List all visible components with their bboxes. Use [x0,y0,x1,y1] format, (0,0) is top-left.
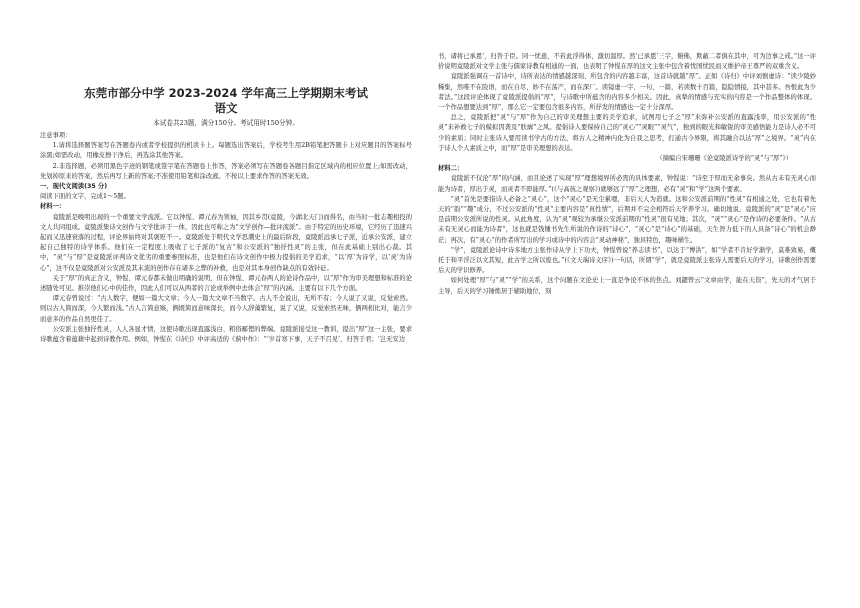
material-1-paragraph-5: 书，诸将已承恩’，归咎于臣。同一忧患，不若此浮得体，激切温厚。然‘已承恩’三字，俯佛，欺蔽二者俱在其中，可为边事之戒。”这一评价说明竟陵派对文学主张与儒家诗教有相通的一面，也表明了钟惺在厚的这文主张中包含着忧国忧民而又维护帝王尊严的双重含义。 [438,53,816,71]
material-1-paragraph-7: 总之，竟陵派把“灵”与“厚”作为自己的审美理想主要的美学追求，试图用七子之“厚”来弥补公安派的直露浅率，用公安派的“性灵”来补救七子的模拟因袭及“肤廓”之风。提倡诗人要保持自己的“灵心”“灵眼”“灵气”，独到的眼光和敏锐的审美感悟能力是诗人必不可少的素质；同时主张诗人要用读书学古的方法，将古人之精神内化为自我之思考，打通古今界限，将其融合以达“厚”之境界。“灵”内在于诗人个人素质之中，而“厚”是审美理想的表达。 [438,114,816,152]
material-1-paragraph-1: 竟陵派是晚明出现的一个重要文学流派。它以钟惺、谭元春为领袖，因其乡贯(竟陵，今湖北天门)而得名，由当时一批志趣相投的文人共同组成。竟陵派集诗文创作与文学批评于一体，因此也可称之为“文学创作—批评流派”。由于特定的历史环境，它经历了迅速兴起而又迅速衰落的过程，评论界始终对其褒贬不一。竟陵派处于明代文学思潮史上的最后阶段，竟陵派远承七子派，近承公安派，建立起自己独特的诗学体系。他们在一定程度上吸收了七子派的“复古”和公安派的“独抒性灵”的主张，但在此基础上别出心裁。其中，“灵”与“厚”是竟陵派评判诗文优劣的重要参照标准，也是他们在诗文创作中极力提倡的美学追求，“以‘厚’为诗学，以‘灵’为诗心”，这不仅是竟陵派对公安派及其末流的创作存在诸多之弊的补救，也是对其本身创作缺点的有效针砭。 [40,213,412,272]
material-2-paragraph-1: 竟陵派不仅论“厚”的内涵，而且论述了实现“厚”理想境界所必需的具体要素，钟惺说：“诗至于厚而无余事矣。然从古未有无灵心而能为诗者，厚出于灵，而灵者不即能厚。”(《与高孩之观察》)就够远了“厚”之理想，必有“灵”和“学”这两个要素。 [438,175,816,193]
material-1-paragraph-2: 关于“厚”的真正含义，钟惺、谭元春都未做出明确的说明，但在钟惺、谭元春两人的论诗作品中，以“厚”作为审美理想和标准的论述随处可见。推崇他们心中的佳作，因此人们可以从两者的言论或举例中去体会“厚”的内涵。主要有以下几个方面。 [40,274,412,293]
material-1-label: 材料一： [40,203,66,211]
material-1-paragraph-6: 竟陵派强调在一首诗中，诗所表达的情感越深刻、所包含的内容越丰富，这首诗就越“厚”。正如《诗归》中评刘慎虚诗：“读少陵妙稀集，然唯不在险语，而在自尽，妙不在荡产，而在深厂。读镜虚一字、一句、一篇，若读数十百篇，隐隐情接，其中甚多。吾恨此为少者法。”这段评论体现了竟陵派提倡的“厚”，与诗歌中所蕴含的内容多少相关。因此，真挚的情感与充实的内容是一个作品整体的体现。一个作品想要达到“厚”，那么它一定要包含很多内容，所抒发的情感也一定十分深厚。 [438,73,816,112]
material-2-paragraph-2: “灵”首先是要指诗人必备之“灵心”，这个“灵心”是无尘累嗯，非后天人为造就。这和公安派前期的“性灵”有相通之处，它也有着先天的“韵”“趣”成分，不过公安派的“性灵”主要内容是“真性情”，后期并不完全相符后天学养学习。确切地说，竟陵派的“灵”是“灵心”应是前期公安派所说的性灵。从此角度，认为“灵”观较为承继公安派前期的“性灵”很有见地；其次，“灵”“灵心”是作诗的必要条件。“从古未有无灵心而能为诗者”，这也就是钱锺书先生所说的作诗的“诗心”，“灵心”是“诗心”的基础，天生智力低下的人具备“诗心”的机会渺茫；再次，有“灵心”的作者所写出的学习或诗中的内容会“灵动神秘”，独具特色，趣味横生。 [438,195,816,244]
notes-label: 注意事项： [40,132,72,139]
note-2: 2.非选择题，必须用黑色字迹的钢笔或签字笔在答题卷上作答，答案必须写在答题卷各题目指定区域内的相应位置上;如需改动，先划掉原来的答案，然后再写上新的答案;不准使用铅笔和涂改液。不按以上要求作答的答案无效。 [40,162,412,180]
material-2-paragraph-4: 如何处理“厚”与“灵”“学”的关系，这个问题在文论史上一直是争论不休的焦点。刘勰曾云“文章由学，能在天资”，先天的才气居于主导，后天的学习锤炼居于辅助地位，刻 [438,277,816,295]
section-instruction: 阅读下面的文字，完成1～5题。 [40,193,130,201]
material-1-paragraph-4: 公安派主张独抒性灵，人人各显才情，这使诗歌出现直露浅白、粗俗鄙俚的弊端。竟陵派接受这一教训，提出“厚”这一主张，要求诗歌蕴含着蕴藉中起到诗教作用。例如，钟惺在《诗归》中评高适的《蓟中作》：“‘岁首寒下事，天子不召见’，归答于君；‘岂无安边 [40,325,412,344]
material-1-source: （摘编自宋珊珊《论竟陵派诗学的“灵”与“厚”》） [656,155,792,163]
exam-info: 本试卷共23题，满分150分。考试用时150分钟。 [153,119,299,127]
exam-title: 东莞市部分中学 2023-2024 学年高三上学期期末考试 [84,86,368,100]
material-2-paragraph-3: “学”，竟陵派论诗中诗多地方主张作诗从学上下功夫，钟惺曾说“养志读书”，以达于“博洪”，如“学者不肯好学渐学，莫难致易，概托于和平浮泛以文其短，此古学之所以废也。”(《文天瑞诗义序》)一句话，所谓“学”，就是竟陵派主张诗人需要后天的学习，诗歌创作需要后天的学识修养。 [438,246,816,275]
material-1-paragraph-3: 谭元春曾说过：“古人数字，便如一篇大文章；今人一篇大文章不当数字。古人不全说出，无所不有；今人说了又说，反觉索然。则以古人简而深，今人繁而浅。”古人言简意赅，俩既简而意味深长，而今人辞藻繁复，说了又说，反觉索然无味，俩两相比对，能言少而意多的作品自然更佳了。 [40,295,412,323]
left-column [40,60,412,345]
material-2-label: 材料二： [438,165,464,173]
note-1: 1.请将选择题答案写在答题卷内或者学校提供的机读卡上。每题选出答案后，学校考生用2B铅笔把答题卡上对应题目的答案标号涂黑;如需改动，用橡皮擦干净后，再选涂其他答案。 [40,142,412,160]
section-heading: 一、现代文阅读(35 分) [40,183,108,191]
exam-subject: 语文 [214,101,238,115]
right-column [438,52,816,297]
